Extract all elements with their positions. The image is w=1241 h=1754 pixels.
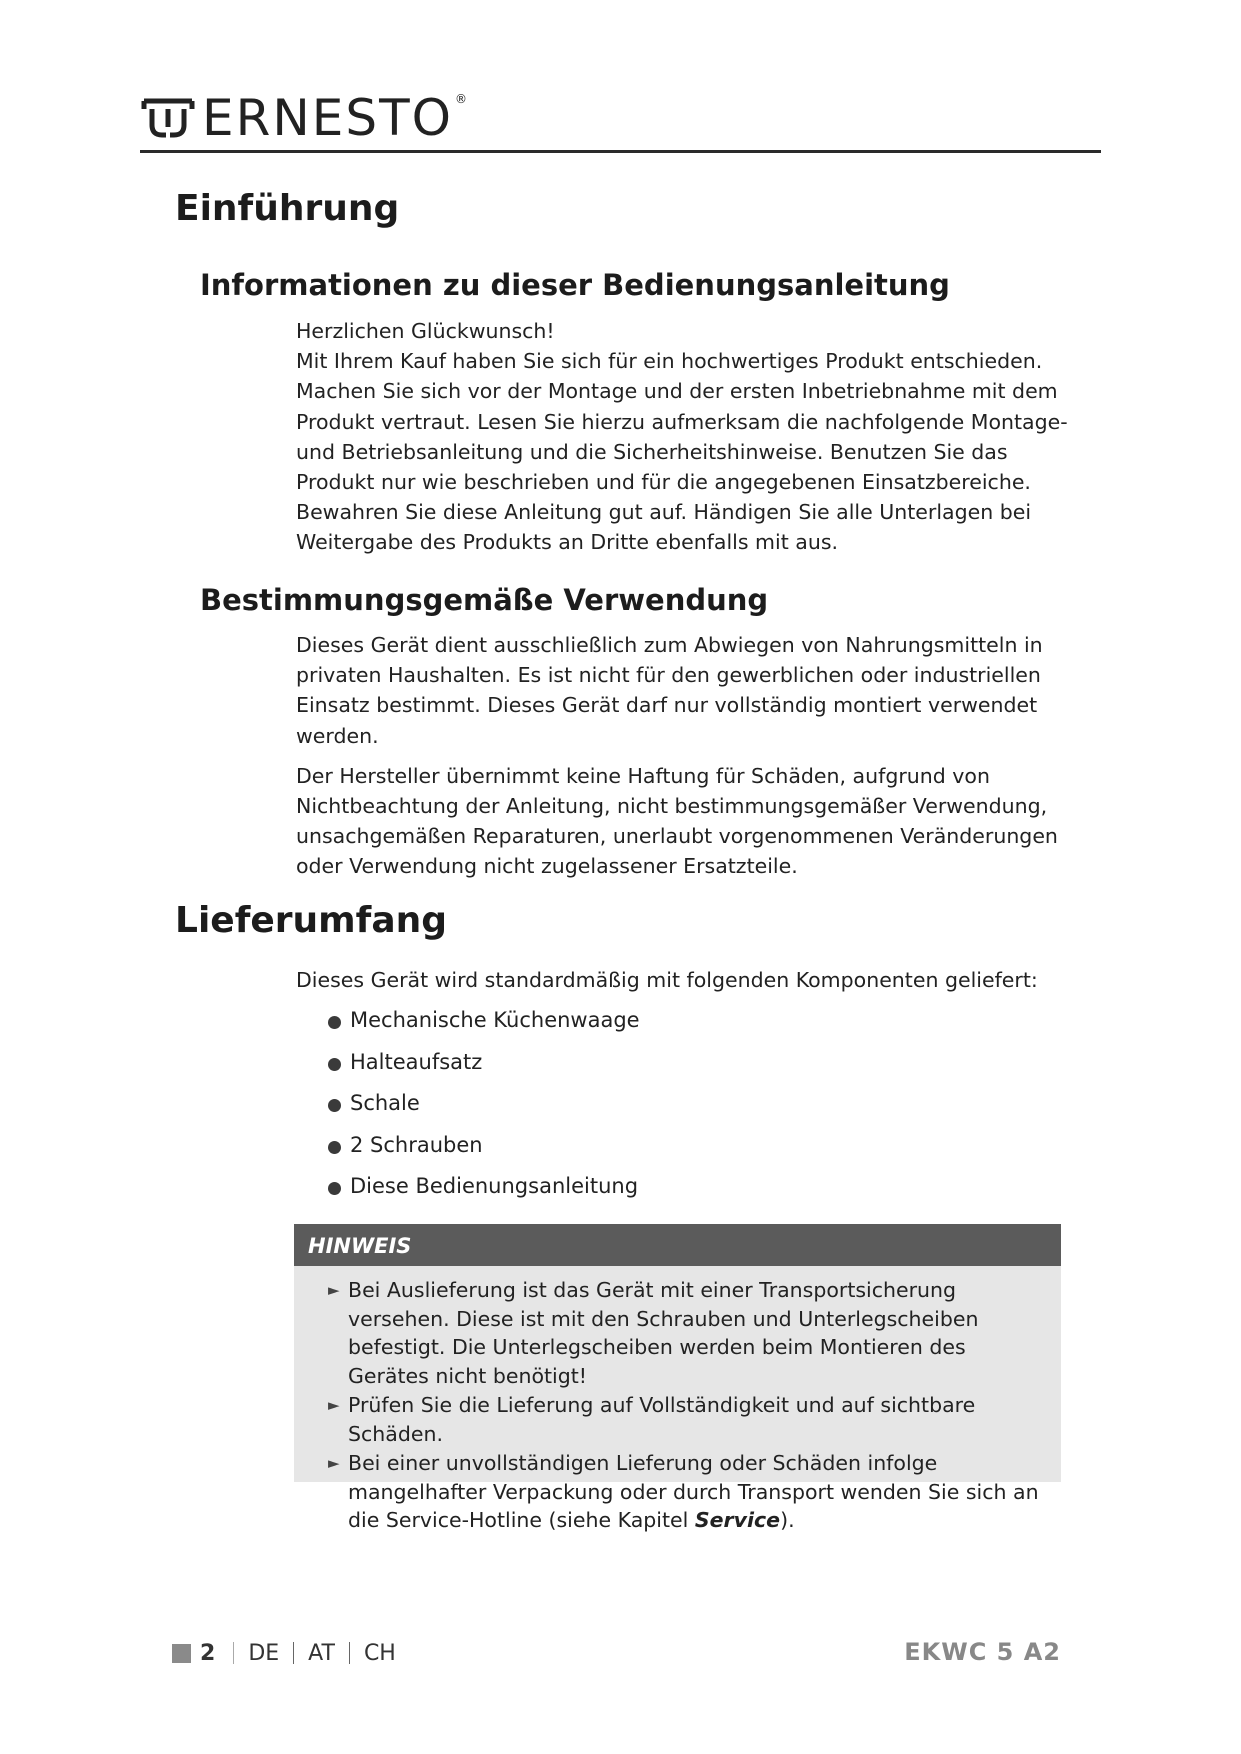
bullet-icon (328, 1099, 341, 1112)
country-at: AT (308, 1640, 335, 1666)
note-item: ► Prüfen Sie die Lieferung auf Vollständigkeit und auf sichtbare Schäden. (328, 1393, 976, 1446)
ernesto-logo-mark-icon (140, 95, 196, 141)
divider (233, 1642, 234, 1664)
note-list (294, 1266, 1061, 1535)
note-box (294, 1224, 1061, 1532)
arrow-icon: ► (328, 1396, 340, 1414)
note-item: ► Bei Auslieferung ist das Gerät mit einer Transportsicherung versehen. Diese ist mit den Schrauben und Unterlegscheiben befestigt. Die Unterlegscheiben werden beim Montieren des Gerätes nicht benötigt! (328, 1278, 979, 1388)
list-item: 2 Schrauben (328, 1133, 640, 1175)
delivery-list (328, 1008, 640, 1216)
list-item: Schale (328, 1091, 640, 1133)
subsection-title-info: Informationen zu dieser Bedienungsanleitung (200, 268, 950, 302)
note-item: ► Bei einer unvollständigen Lieferung oder Schäden infolge mangelhafter Verpackung oder durch Transport wenden Sie sich an die Service-Hotline (siehe Kapitel Service). (328, 1451, 1039, 1532)
arrow-icon: ► (328, 1281, 340, 1299)
section-title-delivery: Lieferumfang (175, 900, 448, 941)
brand-name: ERNESTO ® (202, 89, 469, 147)
info-greeting: Herzlichen Glückwunsch! (296, 319, 555, 343)
subsection-title-use: Bestimmungsgemäße Verwendung (200, 583, 769, 617)
bullet-icon (328, 1141, 341, 1154)
bullet-icon (328, 1058, 341, 1071)
list-item: Halteaufsatz (328, 1050, 640, 1092)
country-de: DE (248, 1640, 280, 1666)
list-item: Diese Bedienungsanleitung (328, 1174, 640, 1216)
bullet-icon (328, 1016, 341, 1029)
bullet-icon (328, 1182, 341, 1195)
page-marker-icon (172, 1644, 191, 1663)
registered-mark: ® (454, 92, 469, 106)
arrow-icon: ► (328, 1454, 340, 1472)
service-reference: Service (694, 1508, 781, 1532)
model-number: EKWC 5 A2 (904, 1638, 1061, 1666)
use-paragraph-2: Der Hersteller übernimmt keine Haftung für Schäden, aufgrund von Nichtbeachtung der Anleitung, nicht bestimmungsgemäßer Verwendung, unsachgemäßen Reparaturen, unerlaubt vorgenommenen Veränderungen oder Verwendung nicht zugelassener Ersatzteile. (296, 763, 1058, 879)
page-footer (172, 1638, 396, 1668)
use-paragraph-1: Dieses Gerät dient ausschließlich zum Abwiegen von Nahrungsmitteln in privaten Haushalten. Es ist nicht für den gewerblichen oder industriellen Einsatz bestimmt. Dieses Gerät darf nur vollständig montiert verwendet werden. (296, 633, 1043, 748)
info-body: Mit Ihrem Kauf haben Sie sich für ein hochwertiges Produkt entschieden. Machen Sie sich vor der Montage und der ersten Inbetriebnahme mit dem Produkt vertraut. Lesen Sie hierzu aufmerksam die nachfolgende Montage- und Betriebsanleitung und die Sicherheitshinweise. Benutzen Sie das Produkt nur wie beschrieben und für die angegebenen Einsatzbereiche. Bewahren Sie diese Anleitung gut auf. Händigen Sie alle Unterlagen bei Weitergabe des Produkts an Dritte ebenfalls mit aus. (296, 349, 1068, 555)
country-ch: CH (363, 1640, 396, 1666)
use-text (296, 630, 1076, 882)
section-title-intro: Einführung (175, 188, 400, 229)
note-heading: HINWEIS (294, 1224, 1061, 1266)
divider (293, 1642, 294, 1664)
brand-logo (140, 89, 469, 147)
list-item: Mechanische Küchenwaage (328, 1008, 640, 1050)
header-rule (140, 150, 1101, 153)
info-text (296, 316, 1076, 558)
divider (349, 1642, 350, 1664)
delivery-intro: Dieses Gerät wird standardmäßig mit folgenden Komponenten geliefert: (296, 968, 1038, 992)
page-number: 2 (200, 1640, 216, 1666)
